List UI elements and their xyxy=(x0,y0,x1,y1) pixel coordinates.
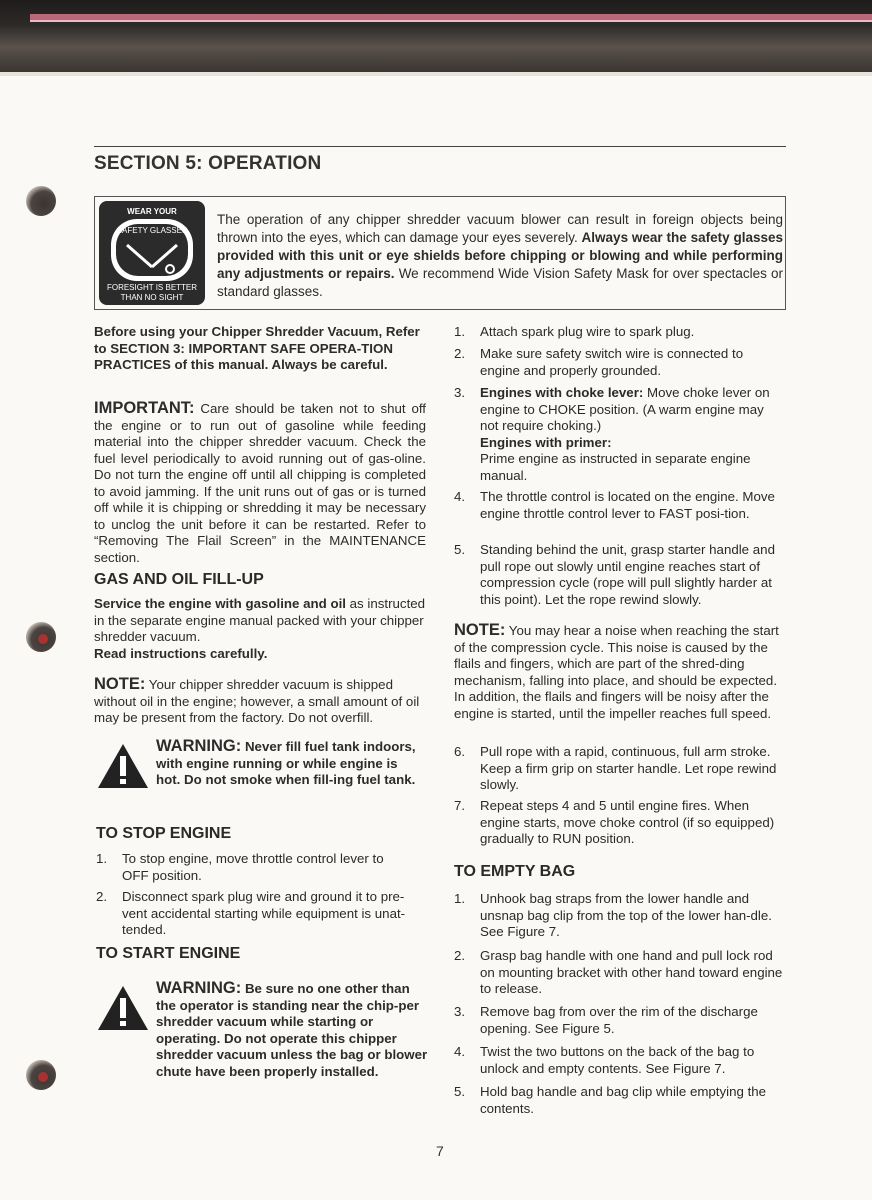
empty-step-4: 4. Twist the two buttons on the back of the bag to unlock and empty contents. See Figure 7. xyxy=(454,1044,755,1076)
empty-step-5: 5. Hold bag handle and bag clip while emptying the contents. xyxy=(454,1084,767,1116)
paper-edge xyxy=(0,72,872,76)
safety-notice-text: The operation of any chipper shredder vacuum blower can result in foreign objects being thrown into the eyes, which can damage your eyes severely. Always wear the safety glasses provided with this unit or eye shields before chipping or blowing and while performing any adjustments or repairs. We recommend Wide Vision Safety Mask for over spectacles or standard glasses. xyxy=(217,212,783,299)
start-step-3: 3. Engines with choke lever: Move choke lever on engine to CHOKE position. (A warm engine may not require choking.) Engines with primer: Prime engine as instructed in separate engine manual. xyxy=(454,385,770,483)
warning-triangle-icon xyxy=(96,984,150,1032)
empty-step-2: 2. Grasp bag handle with one hand and pull lock rod on mounting bracket with other hand toward engine to release. xyxy=(454,948,783,996)
page-title: SECTION 5: OPERATION xyxy=(94,153,322,174)
gas-oil-heading: GAS AND OIL FILL-UP xyxy=(94,571,264,588)
stop-step-1: 1. To stop engine, move throttle control lever to OFF position. xyxy=(96,851,384,883)
important-label: IMPORTANT: xyxy=(94,399,195,417)
binder-hole-top xyxy=(26,186,56,216)
binder-hole-middle xyxy=(26,622,56,652)
warning-triangle-icon xyxy=(96,742,150,790)
important-paragraph: IMPORTANT: Care should be taken not to shut off the engine or to run out of gasoline while feeding material into the chipper shredder vacuum. Check the fuel level periodically to avoid running out of gas-oline. Do not turn the engine off until all chipping is completed to avoid jamming. If the unit runs out of gas or is turned off while it is chipping or shredding it may be necessary to unclog the unit before it can be restarted. Refer to “Removing The Flail Screen” in the MAINTENANCE section. xyxy=(94,399,426,565)
note-compression-noise: NOTE: You may hear a noise when reaching the start of the compression cycle. This noise is caused by the flails and fingers, which are part of the shred-ding mechanism, falling into place, and should be expected. In addition, the flails and fingers will be noisy after the engine is started, until the impeller reaches full speed. xyxy=(454,621,779,721)
start-step-5: 5. Standing behind the unit, grasp starter handle and pull rope out slowly until engine reaches start of compression cycle (rope will pull slightly harder at this point). Let the rope rewind slowly. xyxy=(454,542,775,607)
safety-notice-box xyxy=(94,196,786,310)
gas-oil-paragraph: Service the engine with gasoline and oil as instructed in the separate engine manual packed with your chipper shredder vacuum. Read instructions carefully. xyxy=(94,596,426,661)
warning-start-text: WARNING: Be sure no one other than the operator is standing near the chip-per shredder vacuum while starting or operating. Do not operate this chipper shredder vacuum unless the bag or blower chute have been properly installed. xyxy=(156,979,428,1079)
start-engine-heading: TO START ENGINE xyxy=(96,945,241,962)
safety-glasses-badge xyxy=(99,201,205,305)
scan-top-edge xyxy=(0,0,872,72)
empty-step-1: 1. Unhook bag straps from the lower handle and unsnap bag clip from the top of the lower han-dle. See Figure 7. xyxy=(454,891,772,939)
binder-hole-bottom xyxy=(26,1060,56,1090)
start-step-7: 7. Repeat steps 4 and 5 until engine fires. When engine starts, move choke control (if so equipped) gradually to RUN position. xyxy=(454,798,775,846)
warning-fuel-text: WARNING: Never fill fuel tank indoors, with engine running or while engine is hot. Do not smoke when fill-ing fuel tank. xyxy=(156,737,416,787)
intro-text: Before using your Chipper Shredder Vacuum, Refer to SECTION 3: IMPORTANT SAFE OPERA-TION PRACTICES of this manual. Always be careful. xyxy=(94,324,420,372)
safety-glasses-icon xyxy=(107,217,197,283)
start-step-6: 6. Pull rope with a rapid, continuous, full arm stroke. Keep a firm grip on starter handle. Let rope rewind slowly. xyxy=(454,744,777,792)
page-number: 7 xyxy=(436,1143,444,1159)
note-shipped-oil: NOTE: Your chipper shredder vacuum is shipped without oil in the engine; however, a small amount of oil may be present from the factory. Do not overfill. xyxy=(94,675,420,725)
cover-stripe-light xyxy=(30,20,872,22)
badge-label-text: SAFETY GLASSES xyxy=(116,226,188,235)
header-rule xyxy=(94,146,786,147)
start-step-2: 2. Make sure safety switch wire is connected to engine and properly grounded. xyxy=(454,346,744,378)
stop-step-2: 2. Disconnect spark plug wire and ground it to pre-vent accidental starting while equipment is unat-tended. xyxy=(96,889,406,937)
empty-bag-heading: TO EMPTY BAG xyxy=(454,863,576,880)
badge-top-text: WEAR YOUR xyxy=(127,207,177,216)
empty-step-3: 3. Remove bag from over the rim of the discharge opening. See Figure 5. xyxy=(454,1004,758,1036)
stop-engine-heading: TO STOP ENGINE xyxy=(96,825,232,842)
start-step-4: 4. The throttle control is located on the engine. Move engine throttle control lever to FAST posi-tion. xyxy=(454,489,775,521)
start-step-1: 1. Attach spark plug wire to spark plug. xyxy=(454,324,695,339)
badge-bottom-text: FORESIGHT IS BETTER THAN NO SIGHT xyxy=(106,283,198,302)
